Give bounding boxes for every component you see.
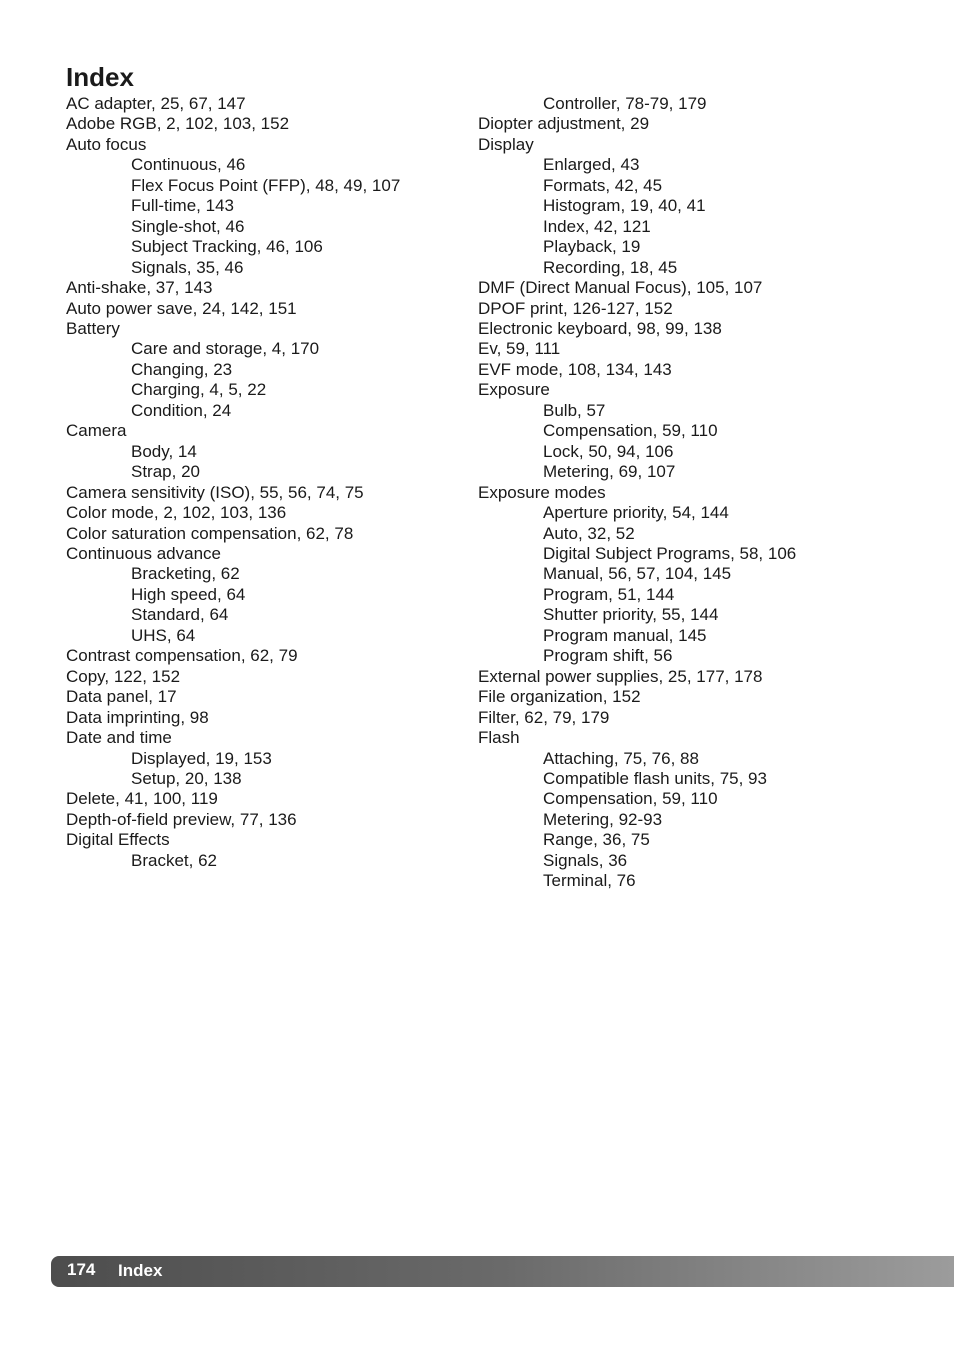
index-subentry: Displayed, 19, 153 — [131, 748, 272, 768]
index-entry: Exposure modes — [478, 482, 606, 502]
index-entry: External power supplies, 25, 177, 178 — [478, 666, 763, 686]
index-subentry: Program manual, 145 — [543, 625, 707, 645]
index-subentry: Bulb, 57 — [543, 400, 606, 420]
index-subentry: Compensation, 59, 110 — [543, 421, 718, 441]
index-column-left — [66, 94, 496, 871]
index-subentry: Program shift, 56 — [543, 646, 673, 666]
index-entry: AC adapter, 25, 67, 147 — [66, 94, 246, 113]
index-subentry: Compatible flash units, 75, 93 — [543, 768, 767, 788]
index-subentry: Metering, 92-93 — [543, 809, 663, 829]
index-entry: Date and time — [66, 728, 172, 748]
index-entry: Adobe RGB, 2, 102, 103, 152 — [66, 114, 290, 134]
index-column-right — [478, 94, 908, 892]
index-subentry: Attaching, 75, 76, 88 — [543, 748, 699, 768]
index-subentry: Terminal, 76 — [543, 871, 636, 891]
index-subentry: Enlarged, 43 — [543, 155, 640, 175]
index-entry: Data imprinting, 98 — [66, 707, 209, 727]
index-entry: Flash — [478, 728, 520, 748]
index-subentry: High speed, 64 — [131, 584, 246, 604]
index-subentry: Formats, 42, 45 — [543, 175, 663, 195]
index-subentry: Manual, 56, 57, 104, 145 — [543, 564, 732, 584]
index-entry: Filter, 62, 79, 179 — [478, 707, 610, 727]
index-subentry: Signals, 35, 46 — [131, 257, 244, 277]
index-subentry: Bracket, 62 — [131, 850, 217, 870]
page-footer-bar — [51, 1256, 954, 1287]
index-entry: Depth-of-field preview, 77, 136 — [66, 809, 297, 829]
index-subentry: Body, 14 — [131, 441, 197, 461]
index-subentry: Single-shot, 46 — [131, 216, 245, 236]
index-subentry: Shutter priority, 55, 144 — [543, 605, 719, 625]
index-subentry: UHS, 64 — [131, 625, 196, 645]
index-subentry: Compensation, 59, 110 — [543, 789, 718, 809]
index-subentry: Playback, 19 — [543, 237, 641, 257]
index-subentry: Lock, 50, 94, 106 — [543, 441, 674, 461]
index-entry: Auto power save, 24, 142, 151 — [66, 298, 297, 318]
index-entry: Delete, 41, 100, 119 — [66, 789, 218, 809]
index-entry: DPOF print, 126-127, 152 — [478, 298, 673, 318]
index-subentry: Strap, 20 — [131, 462, 200, 482]
index-entry: Copy, 122, 152 — [66, 666, 181, 686]
index-subentry: Bracketing, 62 — [131, 564, 240, 584]
index-subentry: Standard, 64 — [131, 605, 229, 625]
index-entry: Diopter adjustment, 29 — [478, 114, 650, 134]
index-entry: Contrast compensation, 62, 79 — [66, 646, 298, 666]
index-subentry: Recording, 18, 45 — [543, 257, 678, 277]
index-entry: Continuous advance — [66, 543, 222, 563]
index-subentry: Changing, 23 — [131, 359, 233, 379]
index-subentry: Charging, 4, 5, 22 — [131, 380, 267, 400]
index-subentry: Care and storage, 4, 170 — [131, 339, 320, 359]
index-subentry: Index, 42, 121 — [543, 216, 651, 236]
index-entry: File organization, 152 — [478, 687, 641, 707]
index-entry: Camera — [66, 421, 127, 441]
footer-section-label: Index — [118, 1261, 163, 1280]
index-entry: DMF (Direct Manual Focus), 105, 107 — [478, 278, 763, 298]
index-entry: Color mode, 2, 102, 103, 136 — [66, 503, 287, 523]
index-entry: Color saturation compensation, 62, 78 — [66, 523, 354, 543]
index-entry: Battery — [66, 318, 120, 338]
index-entry: Digital Effects — [66, 830, 170, 850]
index-entry: Display — [478, 134, 534, 154]
index-entry: EVF mode, 108, 134, 143 — [478, 359, 672, 379]
index-entry: Anti-shake, 37, 143 — [66, 278, 213, 298]
index-subentry: Range, 36, 75 — [543, 830, 650, 850]
index-subentry: Flex Focus Point (FFP), 48, 49, 107 — [131, 175, 401, 195]
index-subentry: Subject Tracking, 46, 106 — [131, 237, 323, 257]
index-subentry: Signals, 36 — [543, 850, 628, 870]
index-subentry: Full-time, 143 — [131, 196, 234, 216]
index-subentry: Metering, 69, 107 — [543, 462, 676, 482]
index-entry: Camera sensitivity (ISO), 55, 56, 74, 75 — [66, 482, 364, 502]
index-subentry: Digital Subject Programs, 58, 106 — [543, 543, 797, 563]
index-entry: Auto focus — [66, 134, 147, 154]
index-subentry: Controller, 78-79, 179 — [543, 94, 707, 113]
page-title: Index — [66, 62, 134, 92]
index-subentry: Program, 51, 144 — [543, 584, 675, 604]
index-subentry: Aperture priority, 54, 144 — [543, 503, 729, 523]
index-entry: Data panel, 17 — [66, 687, 177, 707]
page-number: 174 — [67, 1260, 96, 1279]
index-subentry: Condition, 24 — [131, 400, 232, 420]
index-entry: Electronic keyboard, 98, 99, 138 — [478, 318, 722, 338]
index-subentry: Auto, 32, 52 — [543, 523, 635, 543]
index-entry: Exposure — [478, 380, 550, 400]
index-subentry: Histogram, 19, 40, 41 — [543, 196, 706, 216]
index-subentry: Setup, 20, 138 — [131, 768, 242, 788]
index-subentry: Continuous, 46 — [131, 155, 246, 175]
index-entry: Ev, 59, 111 — [478, 339, 561, 359]
